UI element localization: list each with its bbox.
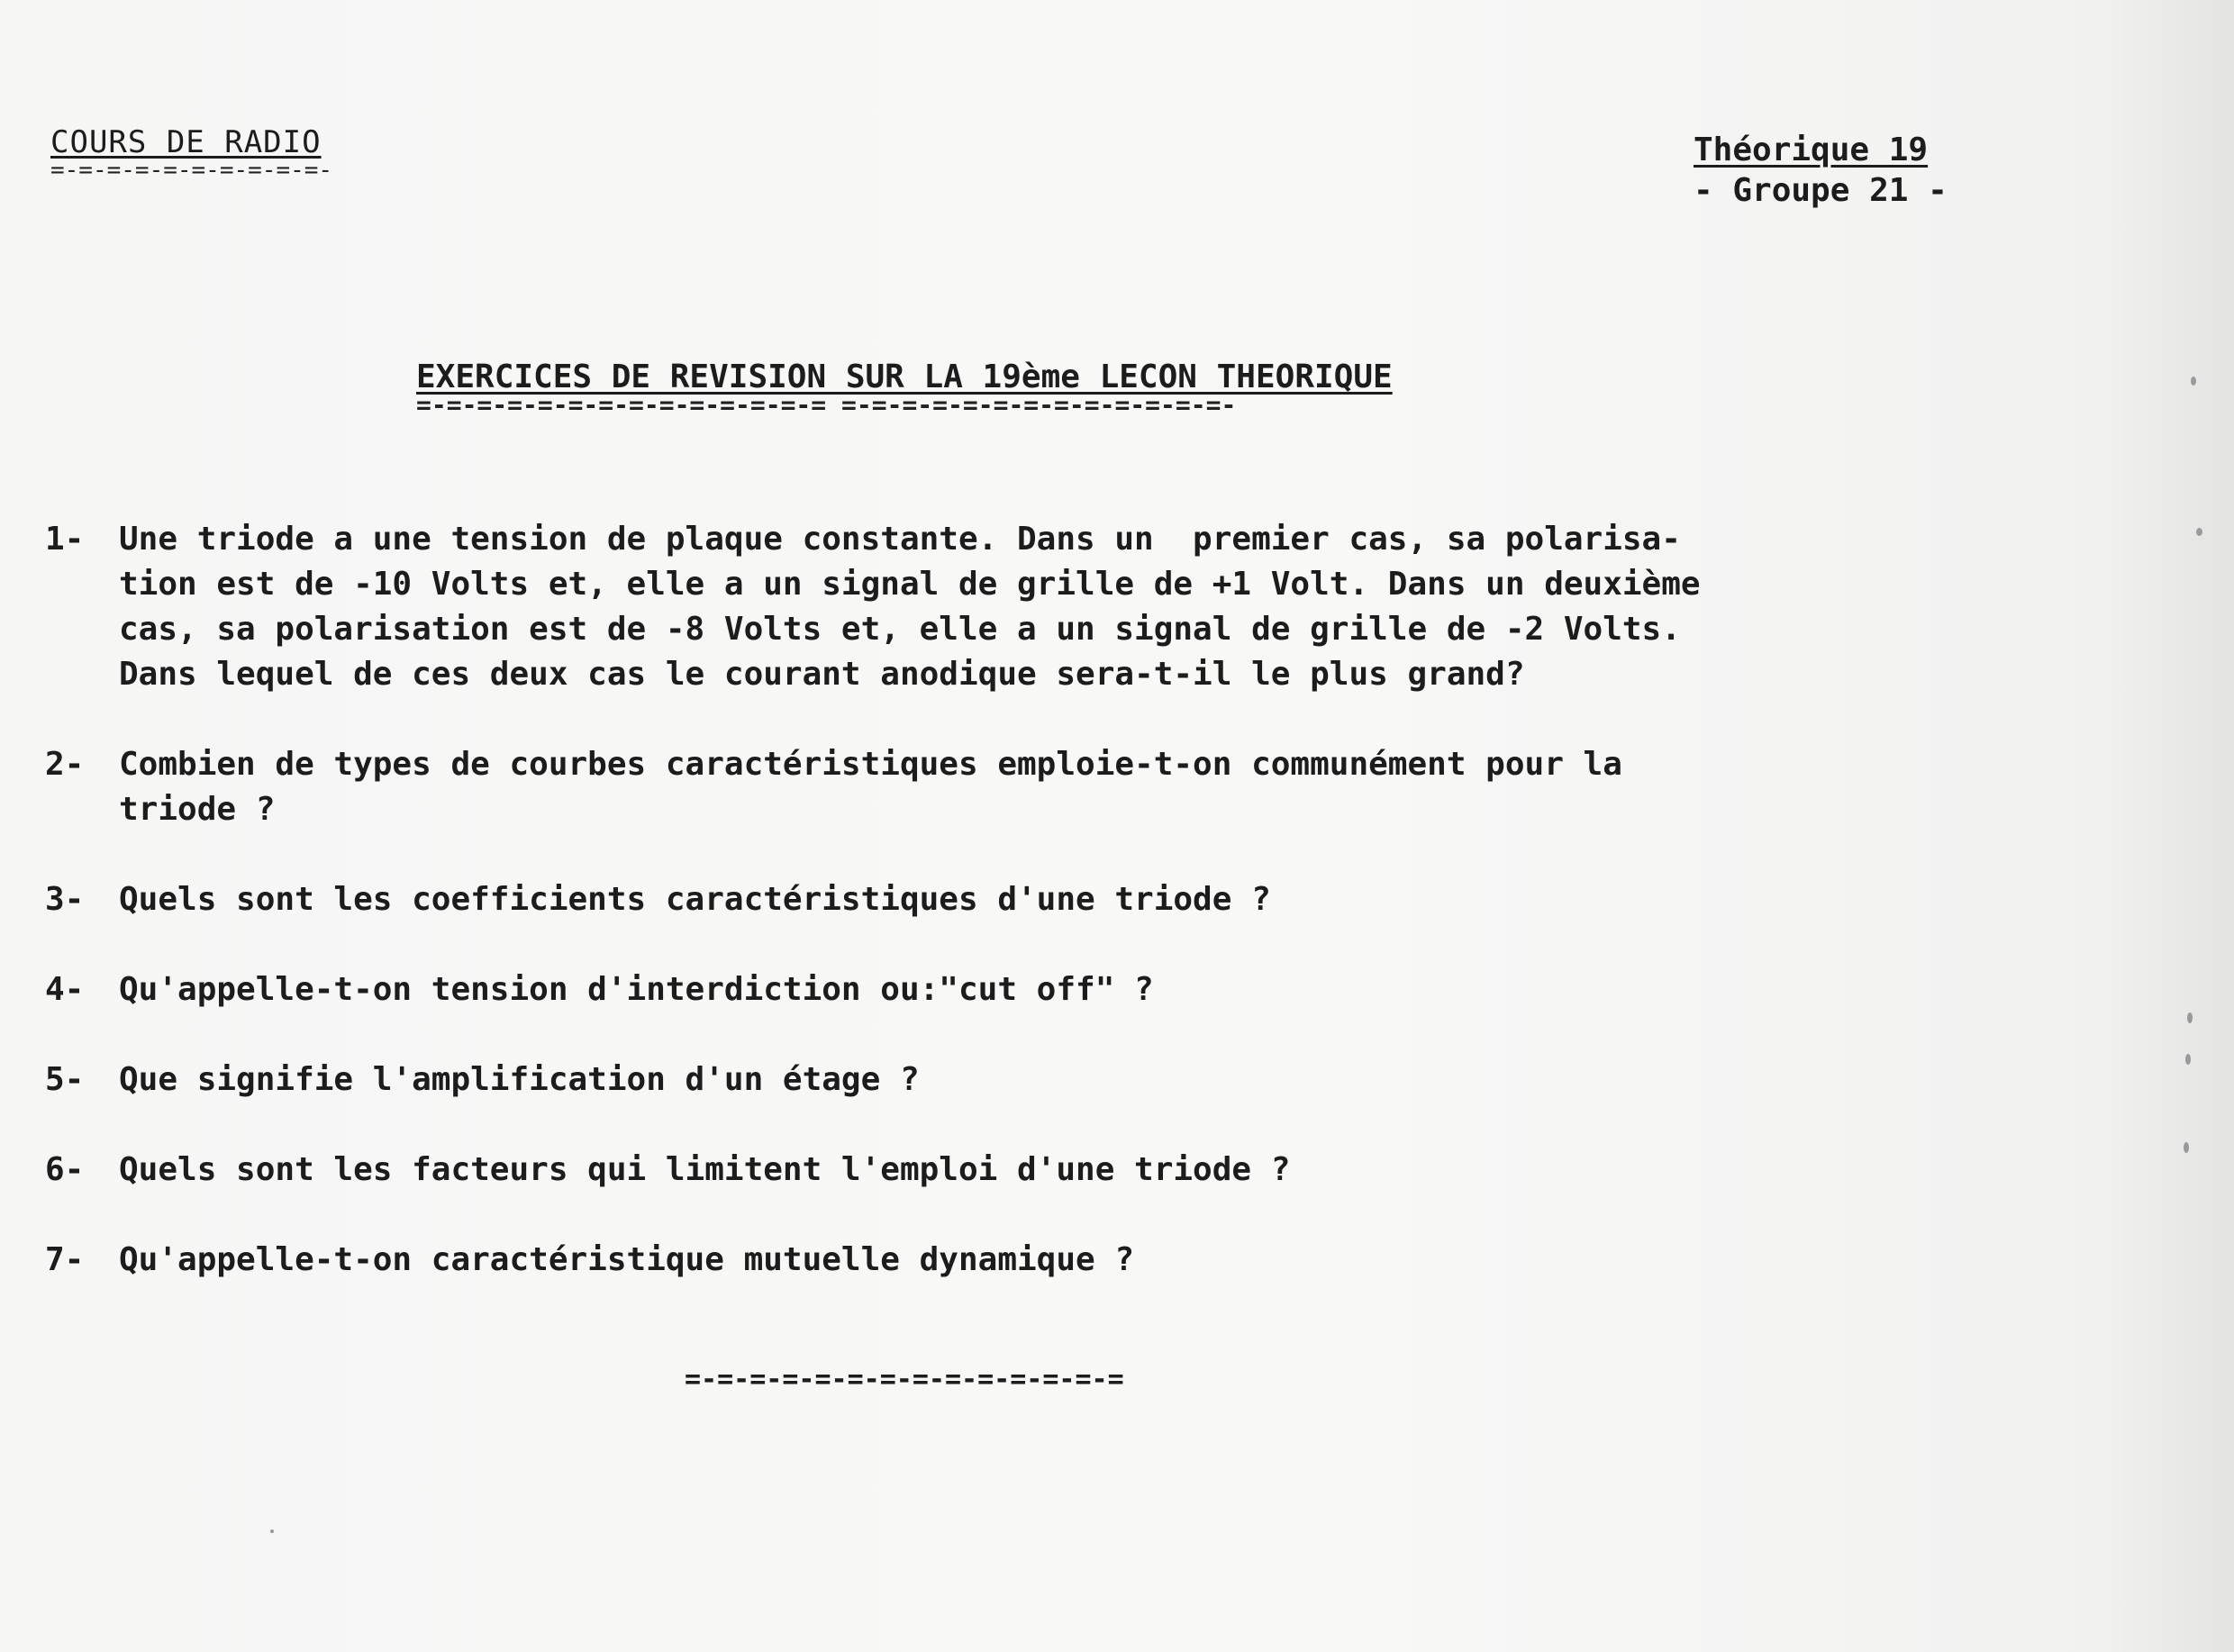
question-number: 5-	[45, 1061, 85, 1098]
scan-speck	[2196, 528, 2202, 536]
question-number: 4-	[45, 971, 85, 1008]
question-item	[45, 1148, 2009, 1193]
course-title-rule: =-=-=-=-=-=-=-=-=-=-	[50, 157, 333, 184]
question-text: Une triode a une tension de plaque constante. Dans un premier cas, sa polarisa- tion est de -10 Volts et, elle a un signal de grille de +1 Volt. Dans un deuxième cas, sa polarisation est de -8 Volts et, elle a un signal de grille de -2 Volts. Dans lequel de ces deux cas le courant anodique sera-t-il le plus grand?	[119, 521, 1701, 693]
scan-speck	[270, 1529, 274, 1533]
lesson-header	[1694, 132, 1948, 209]
question-item	[45, 1057, 2009, 1103]
document-title: EXERCICES DE REVISION SUR LA 19ème LECON THEORIQUE	[416, 359, 1393, 395]
question-text: Qu'appelle-t-on tension d'interdiction ou:"cut off" ?	[119, 971, 1154, 1008]
question-number: 3-	[45, 881, 85, 918]
group-label: - Groupe 21 -	[1694, 172, 1948, 209]
question-number: 7-	[45, 1241, 85, 1278]
document-title-block	[416, 359, 1393, 420]
question-item	[45, 877, 2009, 922]
question-text: Quels sont les coefficients caractéristiques d'une triode ?	[119, 881, 1271, 918]
end-rule: =-=-=-=-=-=-=-=-=-=-=-=-=-=	[685, 1364, 1124, 1395]
question-text: Qu'appelle-t-on caractéristique mutuelle dynamique ?	[119, 1241, 1135, 1278]
scan-speck	[2184, 1142, 2189, 1153]
question-list	[45, 517, 2009, 1328]
question-text: Combien de types de courbes caractéristiques emploie-t-on communément pour la triode ?	[119, 746, 1622, 828]
scan-speck	[2185, 1054, 2191, 1065]
question-number: 6-	[45, 1151, 85, 1188]
question-text: Que signifie l'amplification d'un étage ?	[119, 1061, 920, 1098]
question-text: Quels sont les facteurs qui limitent l'emploi d'une triode ?	[119, 1151, 1291, 1188]
question-item	[45, 967, 2009, 1012]
lesson-label: Théorique 19	[1694, 132, 1929, 168]
question-number: 2-	[45, 746, 85, 783]
question-item	[45, 517, 2009, 697]
scan-speck	[2191, 377, 2196, 386]
question-number: 1-	[45, 521, 85, 558]
course-header	[50, 124, 333, 184]
document-title-rule: =-=-=-=-=-=-=-=-=-=-=-=-=-= =-=-=-=-=-=-=-=-=-=-=-=-=-	[416, 390, 1237, 420]
question-item	[45, 742, 2009, 832]
course-title: COURS DE RADIO	[50, 124, 322, 160]
question-item	[45, 1238, 2009, 1283]
scan-speck	[2187, 1012, 2193, 1023]
